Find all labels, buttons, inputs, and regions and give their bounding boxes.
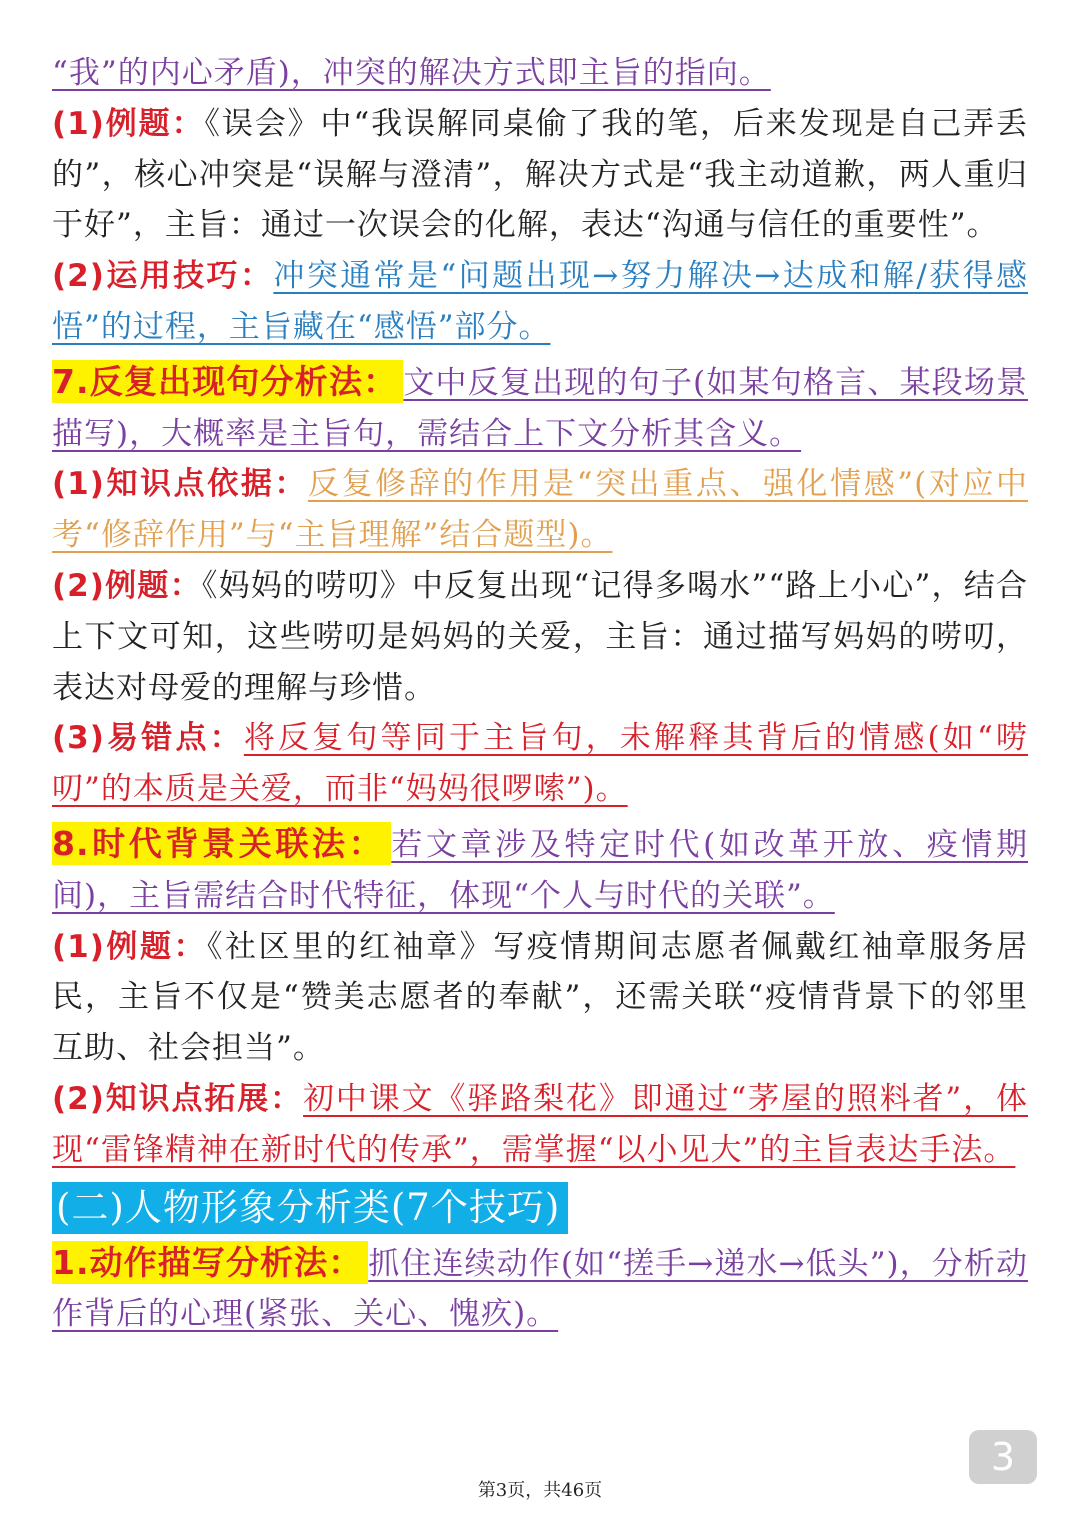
underlined-text: 抓住连续动作(如“搓手→递水→低头”)，分析动作背后的心理(紧张、关心、愧疚)。 [52,1245,1028,1333]
paragraph-example-1 [52,99,1028,251]
section-heading-row [52,1176,1028,1238]
underlined-text: “我”的内心矛盾)，冲突的解决方式即主旨的指向。 [52,55,771,91]
underlined-text: 将反复句等同于主旨句，未解释其背后的情感(如“唠叨”的本质是关爱，而非“妈妈很啰嗦”)。 [52,720,1028,808]
paragraph-technique [52,251,1028,353]
paragraph-example-3 [52,922,1028,1074]
page-footer: 第3页，共46页 [477,1480,603,1501]
underlined-text: 若文章涉及特定时代(如改革开放、疫情期间)，主旨需结合时代特征，体现“个人与时代的关联”。 [52,826,1029,914]
item-label: (1)例题： [52,105,205,142]
method-heading-highlight: 7.反复出现句分析法： [52,360,403,403]
paragraph-common-mistake [52,713,1028,815]
underlined-text: 反复修辞的作用是“突出重点、强化情感”(对应中考“修辞作用”与“主旨理解”结合题型)。 [52,466,1028,554]
section-heading: (二)人物形象分析类(7个技巧) [52,1182,568,1234]
item-label: (2)例题： [52,567,202,604]
document-body [52,48,1028,1340]
item-label: (2)运用技巧： [52,258,274,295]
underlined-text: 冲突通常是“问题出现→努力解决→达成和解/获得感悟”的过程，主旨藏在“感悟”部分。 [52,258,1028,345]
item-text: 《妈妈的唠叨》中反复出现“记得多喝水”“路上小心”，结合上下文可知，这些唠叨是妈妈的关爱，主旨：通过描写妈妈的唠叨，表达对母爱的理解与珍惜。 [52,567,1029,706]
method-heading-highlight: 8.时代背景关联法： [52,822,391,865]
item-text: 《误会》中“我误解同桌偷了我的笔，后来发现是自己弄丢的”，核心冲突是“误解与澄清”，解决方式是“我主动道歉，两人重归于好”，主旨：通过一次误会的化解，表达“沟通与信任的重要性”。 [52,105,1028,244]
item-label: (2)知识点拓展： [52,1080,304,1117]
heading-method-1 [52,1238,1028,1341]
paragraph-example-2 [52,561,1028,713]
item-label: (1)例题： [52,928,207,965]
heading-method-8 [52,819,1028,922]
heading-method-7 [52,357,1028,460]
method-heading-highlight: 1.动作描写分析法： [52,1241,368,1284]
paragraph-extension [52,1074,1028,1176]
underlined-text: 初中课文《驿路梨花》即通过“茅屋的照料者”，体现“雷锋精神在新时代的传承”，需掌握“以小见大”的主旨表达手法。 [52,1080,1029,1168]
item-label: (1)知识点依据： [52,466,308,503]
item-text: 《社区里的红袖章》写疫情期间志愿者佩戴红袖章服务居民，主旨不仅是“赞美志愿者的奉献”，还需关联“疫情背景下的邻里互助、社会担当”。 [52,928,1029,1067]
underlined-text: 文中反复出现的句子(如某句格言、某段场景描写)，大概率是主旨句，需结合上下文分析其含义。 [52,364,1029,452]
item-label: (3)易错点： [52,720,244,757]
page-number-badge: 3 [969,1430,1037,1484]
paragraph-knowledge-basis [52,459,1028,561]
paragraph-continuation [52,48,1028,99]
